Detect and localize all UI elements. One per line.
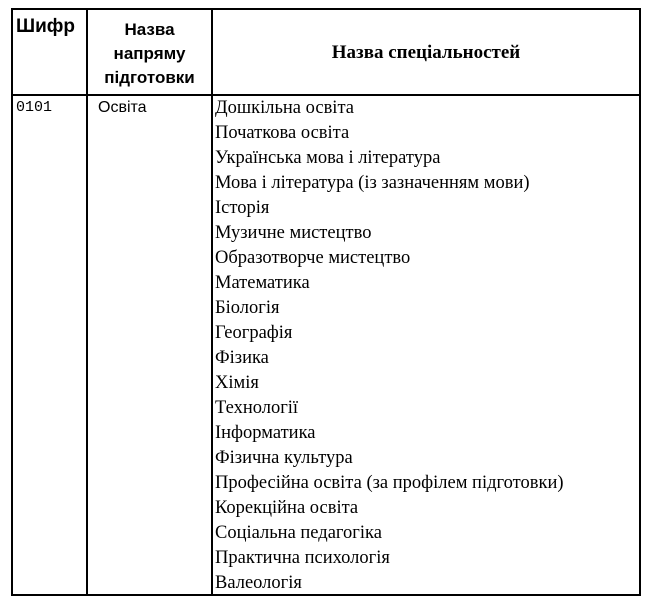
specialty-item: Професійна освіта (за профілем підготовки) [215,473,564,493]
row-code: 0101 [16,99,53,116]
table-row [13,96,639,594]
specialty-item: Соціальна педагогіка [215,523,382,543]
specialty-item: Музичне мистецтво [215,223,372,243]
specialty-item: Фізична культура [215,448,353,468]
header-direction-line: підготовки [104,68,195,87]
specialty-item: Фізика [215,348,269,368]
specialty-item: Технології [215,398,299,418]
specialty-item: Початкова освіта [215,123,350,143]
specialty-item: Географія [215,323,293,343]
specialty-list [215,96,564,596]
specialty-item: Валеологія [215,573,302,593]
header-specialties: Назва спеціальностей [331,42,521,63]
header-direction [88,10,211,96]
specialty-item: Історія [215,198,270,218]
specialty-item: Дошкільна освіта [215,98,354,118]
specialty-item: Біологія [215,298,280,318]
specialty-item: Хімія [215,373,259,393]
specialty-item: Мова і література (із зазначенням мови) [215,173,530,193]
specialties-table [11,8,641,596]
specialty-item: Корекційна освіта [215,498,359,518]
specialty-item: Математика [215,273,310,293]
specialty-item: Інформатика [215,423,316,443]
header-direction-line: Назва [124,20,175,39]
table-header-row [13,10,639,96]
specialty-item: Українська мова і література [215,148,441,168]
specialty-item: Практична психологія [215,548,390,568]
header-direction-line: напряму [113,44,186,63]
specialty-item: Образотворче мистецтво [215,248,411,268]
header-code: Шифр [16,16,76,37]
row-direction: Освіта [98,99,147,116]
